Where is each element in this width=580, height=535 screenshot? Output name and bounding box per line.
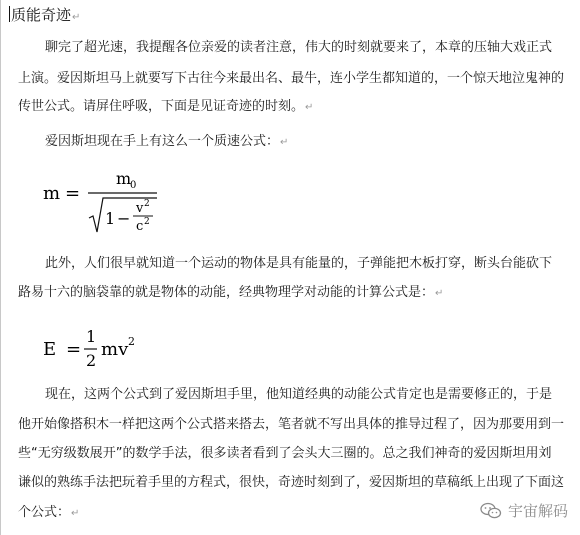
heading-text: 质能奇迹 (11, 6, 72, 24)
fraction-numerator: 1 (86, 327, 97, 346)
paragraph-mark-icon: ↵ (280, 137, 289, 148)
section-heading (9, 6, 80, 27)
paragraph-4-line-1 (45, 387, 552, 403)
formula-lhs: m (43, 183, 61, 204)
formula-numerator: m (116, 169, 132, 188)
paragraph-1-line-1 (45, 40, 552, 56)
paragraph-3-line-2 (18, 285, 443, 302)
paragraph-text: 爱因斯坦现在手上有这么一个质速公式： (45, 134, 280, 149)
mass-velocity-formula (39, 162, 179, 242)
paragraph-4-line-4 (18, 475, 564, 491)
formula-c-exponent: 2 (144, 217, 150, 227)
paragraph-3-line-1 (45, 256, 552, 272)
watermark-text: 宇宙解码 (507, 502, 568, 520)
paragraph-mark-icon: ↵ (305, 102, 314, 113)
formula-v-exponent: 2 (144, 199, 150, 209)
formula-lhs: E (43, 339, 57, 360)
paragraph-text: 传世公式。请屏住呼吸，下面是见证奇迹的时刻。 (18, 99, 305, 114)
paragraph-2-line-1 (45, 134, 288, 151)
paragraph-4-line-3 (18, 446, 551, 462)
watermark (480, 500, 568, 521)
paragraph-mark-icon: ↵ (435, 288, 444, 299)
formula-numerator-subscript: 0 (130, 180, 137, 191)
wechat-icon (480, 502, 502, 520)
paragraph-text: 谦似的熟练手法把玩着手里的方程式，很快，奇迹时刻到了，爱因斯坦的草稿纸上出现了下面这 (18, 475, 565, 490)
paragraph-4-line-5 (18, 505, 79, 522)
paragraph-text: 路易十六的脑袋靠的就是物体的动能，经典物理学对动能的计算公式是： (18, 285, 435, 300)
paragraph-4-line-2 (18, 417, 564, 433)
paragraph-mark-icon: ↵ (71, 508, 80, 519)
paragraph-mark-icon: ↵ (72, 12, 81, 23)
kinetic-energy-formula (39, 318, 159, 374)
paragraph-text: 聊完了超光速，我提醒各位亲爱的读者注意，伟大的时刻就要来了，本章的压轴大戏正式 (45, 40, 553, 55)
formula-one: 1 (105, 209, 116, 228)
fraction-denominator: 2 (86, 351, 97, 370)
paragraph-text: 些“无穷级数展开”的数学手法，很多读者看到了会头大三圈的。总之我们神奇的爱因斯坦用刘 (18, 446, 552, 461)
formula-equals: = (65, 183, 81, 204)
formula-c: c (136, 219, 144, 234)
paragraph-1-line-3 (18, 99, 313, 116)
formula-exponent: 2 (128, 335, 135, 348)
formula-v: v (136, 201, 144, 216)
paragraph-text: 现在，这两个公式到了爱因斯坦手里，他知道经典的动能公式肯定也是需要修正的，于是 (45, 387, 553, 402)
formula-rhs: mv (101, 339, 129, 360)
formula-equals: = (66, 339, 82, 360)
text-cursor (9, 6, 10, 22)
paragraph-text: 个公式： (18, 505, 71, 520)
paragraph-1-line-2 (18, 71, 564, 87)
paragraph-text: 此外，人们很早就知道一个运动的物体是具有能量的，子弹能把木板打穿，断头台能砍下 (45, 256, 553, 271)
formula-minus: − (117, 209, 131, 228)
paragraph-text: 他开始像搭积木一样把这两个公式搭来搭去，笔者就不写出具体的推导过程了，因为那要用到一 (18, 417, 565, 432)
paragraph-text: 上演。爱因斯坦马上就要写下古往今来最出名、最牛，连小学生都知道的，一个惊天地泣鬼神的 (18, 71, 565, 86)
